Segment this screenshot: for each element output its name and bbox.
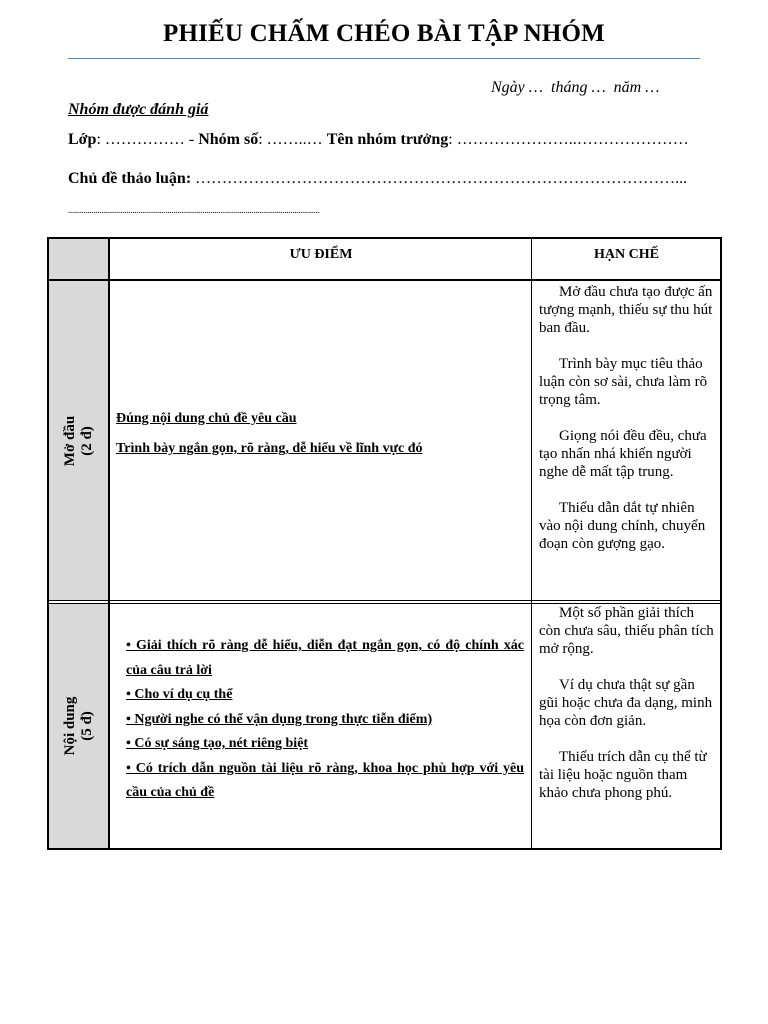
list-item: Trình bày ngắn gọn, rõ ràng, dễ hiểu về lĩnh vực đó	[116, 441, 423, 456]
list-item: Ví dụ chưa thật sự gần gũi hoặc chưa đa dạng, minh họa còn đơn giản.	[539, 677, 713, 729]
row-label-introduction	[62, 416, 96, 466]
header-limitations: HẠN CHẾ	[594, 247, 659, 262]
limitations-cell-introduction[interactable]	[533, 281, 720, 571]
list-item: Trình bày mục tiêu thảo luận còn sơ sài, chưa làm rõ trọng tâm.	[539, 356, 708, 408]
class-group-leader-line	[68, 131, 689, 149]
list-item: • Người nghe có thể vận dụng trong thực tiễn điểm)	[126, 711, 433, 727]
row-label-points: (5 đ)	[79, 710, 95, 741]
date-line: Ngày … tháng … năm …	[491, 79, 660, 96]
list-item: • Có trích dẫn nguồn tài liệu rõ ràng, khoa học phù hợp với yêu cầu của chủ đề	[126, 760, 524, 800]
discussion-topic-line	[68, 170, 687, 188]
group-number-field[interactable]: : ……..…	[258, 131, 327, 148]
row-label-title: Mở đầu	[62, 415, 78, 467]
topic-label: Chủ đề thảo luận:	[68, 170, 192, 187]
page-title: PHIẾU CHẤM CHÉO BÀI TẬP NHÓM	[163, 20, 605, 47]
header-blank-cell	[49, 239, 109, 279]
list-item: • Có sự sáng tạo, nét riêng biệt	[126, 736, 309, 751]
evaluation-table	[47, 237, 722, 850]
header-advantages: ƯU ĐIỂM	[289, 247, 353, 262]
class-label: Lớp	[68, 131, 97, 148]
table-row-label-introduction	[49, 281, 109, 601]
class-field[interactable]: : …………… -	[96, 131, 199, 148]
leader-name-field[interactable]: : …………………..…………………	[448, 131, 689, 148]
topic-field[interactable]: ………………………………………………………………………………...	[191, 170, 688, 187]
list-item: • Cho ví dụ cụ thể	[126, 687, 233, 702]
column-divider	[108, 239, 110, 848]
leader-name-label: Tên nhóm trưởng	[326, 131, 449, 148]
evaluated-group-label: Nhóm được đánh giá	[68, 101, 209, 118]
row-label-title: Nội dung	[62, 696, 78, 755]
header-row-divider	[49, 279, 720, 281]
list-item: Đúng nội dung chủ đề yêu cầu	[116, 411, 297, 426]
list-item: Một số phần giải thích còn chưa sâu, thiếu phân tích mở rộng.	[539, 605, 714, 657]
group-number-label: Nhóm số	[198, 131, 259, 148]
list-item: Thiếu dẫn dắt tự nhiên vào nội dung chính, chuyển đoạn còn gượng gạo.	[539, 500, 706, 552]
list-item: • Giải thích rõ ràng dễ hiểu, diễn đạt ngắn gọn, có độ chính xác của câu trả lời	[126, 638, 524, 678]
table-row-label-content	[49, 603, 109, 848]
row-label-content	[62, 696, 96, 755]
column-divider	[531, 239, 532, 848]
list-item: Mở đầu chưa tạo được ấn tượng mạnh, thiếu sự thu hút ban đầu.	[539, 284, 713, 336]
list-item: Thiếu trích dẫn cụ thể từ tài liệu hoặc nguồn tham khảo chưa phong phú.	[539, 749, 707, 801]
limitations-cell-content[interactable]	[533, 602, 720, 820]
list-item: Giọng nói đều đều, chưa tạo nhấn nhá khiến người nghe dễ mất tập trung.	[539, 428, 707, 480]
row-label-points: (2 đ)	[79, 426, 95, 456]
advantages-cell-introduction[interactable]	[116, 411, 526, 457]
row-divider	[49, 600, 720, 604]
topic-continuation-field[interactable]: .................................................................................................................................	[68, 205, 320, 215]
advantages-cell-content[interactable]	[126, 634, 524, 806]
title-rule	[68, 58, 700, 59]
